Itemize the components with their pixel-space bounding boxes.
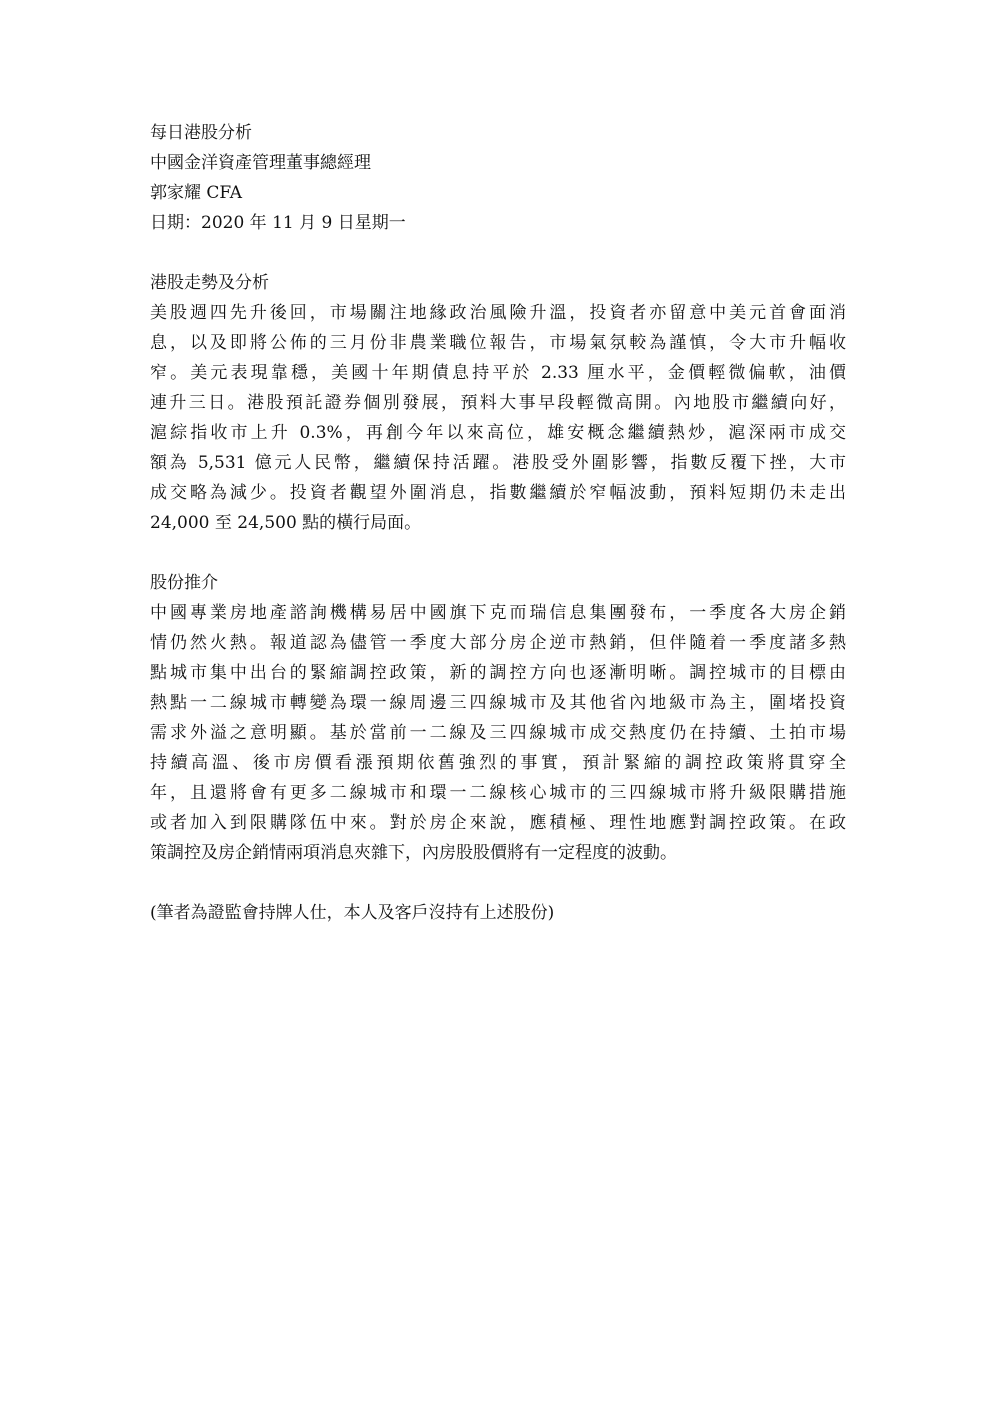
date-line: 日期：2020 年 11 月 9 日星期一 [150,213,406,233]
market-analysis-paragraph [150,298,846,538]
stock-picks-paragraph [150,598,846,868]
stock-picks-heading: 股份推介 [150,573,218,593]
document-page [150,118,846,928]
paragraph-line: 或者加入到限購隊伍中來。對於房企來說，應積極、理性地應對調控政策。在政 [150,813,846,833]
paragraph-line: 持續高溫、後市房價看漲預期依舊強烈的事實，預計緊縮的調控政策將貫穿全 [150,753,846,773]
paragraph-line: 連升三日。港股預託證券個別發展，預料大事早段輕微高開。內地股市繼續向好， [150,393,846,413]
paragraph-line: 美股週四先升後回，市場關注地緣政治風險升溫，投資者亦留意中美元首會面消 [150,303,846,323]
paragraph-line: 熱點一二線城市轉變為環一線周邊三四線城市及其他省內地級市為主，圍堵投資 [150,693,846,713]
paragraph-line: 額為 5,531 億元人民幣，繼續保持活躍。港股受外圍影響，指數反覆下挫，大市 [150,453,846,473]
document-header [150,118,846,238]
paragraph-line: 情仍然火熱。報道認為儘管一季度大部分房企逆市熱銷，但伴隨着一季度諸多熱 [150,633,846,653]
paragraph-line: 成交略為減少。投資者觀望外圍消息，指數繼續於窄幅波動，預料短期仍未走出 [150,483,846,503]
market-analysis-heading: 港股走勢及分析 [150,273,269,293]
author-line: 郭家耀 CFA [150,183,243,203]
paragraph-line: 滬綜指收市上升 0.3%，再創今年以來高位，雄安概念繼續熱炒，滬深兩市成交 [150,423,846,443]
market-analysis-section [150,268,846,538]
company-line: 中國金洋資產管理董事總經理 [150,153,371,173]
paragraph-line: 息，以及即將公佈的三月份非農業職位報告，市場氣氛較為謹慎，令大市升幅收 [150,333,846,353]
paragraph-line: 需求外溢之意明顯。基於當前一二線及三四線城市成交熱度仍在持續、土拍市場 [150,723,846,743]
disclaimer-note: (筆者為證監會持牌人仕，本人及客戶沒持有上述股份) [150,903,555,923]
report-title: 每日港股分析 [150,123,252,143]
paragraph-line: 策調控及房企銷情兩項消息夾雜下，內房股股價將有一定程度的波動。 [150,843,677,863]
stock-picks-section [150,568,846,868]
paragraph-line: 點城市集中出台的緊縮調控政策，新的調控方向也逐漸明晰。調控城市的目標由 [150,663,846,683]
paragraph-line: 年，且還將會有更多二線城市和環一二線核心城市的三四線城市將升級限購措施 [150,783,846,803]
paragraph-line: 窄。美元表現靠穩，美國十年期債息持平於 2.33 厘水平，金價輕微偏軟，油價 [150,363,846,383]
paragraph-line: 中國專業房地產諮詢機構易居中國旗下克而瑞信息集團發布，一季度各大房企銷 [150,603,846,623]
paragraph-line: 24,000 至 24,500 點的橫行局面。 [150,513,422,533]
